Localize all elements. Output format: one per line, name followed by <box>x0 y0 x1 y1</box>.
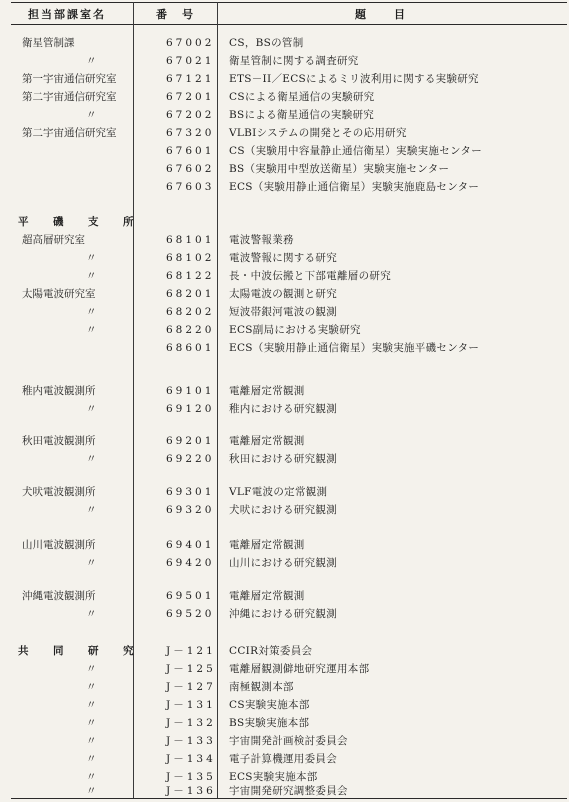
dept-cell: 第二宇宙通信研究室 <box>22 127 117 139</box>
dept-cell: 〃 <box>86 557 97 569</box>
dept-cell: 秋田電波観測所 <box>22 435 96 447</box>
title-cell: 山川における研究観測 <box>229 557 337 569</box>
table-row <box>0 285 569 303</box>
title-cell: CCIR対策委員会 <box>229 645 313 657</box>
number-cell: 67202 <box>166 109 215 121</box>
number-cell: 67021 <box>166 55 215 67</box>
dept-cell: 〃 <box>86 403 97 415</box>
title-cell: 稚内における研究観測 <box>229 403 337 415</box>
title-cell: 衛星管制に関する調査研究 <box>229 55 359 67</box>
title-cell: BSによる衛星通信の実験研究 <box>229 109 375 121</box>
section-heading: 共 同 研 究 <box>18 645 141 657</box>
table-row <box>0 249 569 267</box>
dept-cell: 山川電波観測所 <box>22 539 96 551</box>
title-cell: 電離層定常観測 <box>229 590 305 602</box>
dept-cell: 〃 <box>86 785 97 797</box>
title-cell: 太陽電波の観測と研究 <box>229 288 337 300</box>
dept-cell: 〃 <box>86 324 97 336</box>
number-cell: 69501 <box>166 590 215 602</box>
number-cell: 67002 <box>166 37 215 49</box>
dept-cell: 〃 <box>86 453 97 465</box>
table-row <box>0 106 569 124</box>
title-cell: CS実験実施本部 <box>229 699 310 711</box>
section-heading: 平 磯 支 所 <box>18 216 141 228</box>
table-row <box>0 536 569 554</box>
table-row <box>0 231 569 249</box>
table-row <box>0 142 569 160</box>
title-cell: 沖縄における研究観測 <box>229 608 337 620</box>
table-row <box>0 642 569 660</box>
table-row <box>0 88 569 106</box>
table-row <box>0 382 569 400</box>
title-cell: ECS（実験用静止通信衛星）実験実施鹿島センター <box>229 181 480 193</box>
dept-cell: 第二宇宙通信研究室 <box>22 91 117 103</box>
table-row <box>0 750 569 768</box>
dept-cell: 〃 <box>86 504 97 516</box>
number-cell: 68220 <box>166 324 215 336</box>
number-cell: 67201 <box>166 91 215 103</box>
table-row <box>0 714 569 732</box>
header-dept: 担当部課室名 <box>28 8 106 21</box>
title-cell: BS実験実施本部 <box>229 717 310 729</box>
dept-cell: 第一宇宙通信研究室 <box>22 73 117 85</box>
dept-cell: 犬吠電波観測所 <box>22 486 96 498</box>
table-row <box>0 432 569 450</box>
number-cell: 67320 <box>166 127 215 139</box>
number-cell: J－125 <box>166 663 216 675</box>
dept-cell: 衛星管制課 <box>22 37 75 49</box>
table-row <box>0 483 569 501</box>
table-row <box>0 70 569 88</box>
title-cell: 宇宙開発研究調整委員会 <box>229 785 348 797</box>
dept-cell: 〃 <box>86 663 97 675</box>
number-cell: J－121 <box>166 645 216 657</box>
title-cell: 秋田における研究観測 <box>229 453 337 465</box>
dept-cell: 超高層研究室 <box>22 234 85 246</box>
number-cell: 68202 <box>166 306 215 318</box>
title-cell: 犬吠における研究観測 <box>229 504 337 516</box>
table-row <box>0 267 569 285</box>
number-cell: 69201 <box>166 435 215 447</box>
title-cell: ECS実験実施本部 <box>229 771 318 783</box>
dept-cell: 〃 <box>86 109 97 121</box>
dept-cell: 〃 <box>86 252 97 264</box>
dept-cell: 沖縄電波観測所 <box>22 590 96 602</box>
number-cell: 69120 <box>166 403 215 415</box>
header-number: 番 号 <box>156 8 195 21</box>
number-cell: 67121 <box>166 73 215 85</box>
dept-cell: 〃 <box>86 699 97 711</box>
title-cell: 電波警報に関する研究 <box>229 252 337 264</box>
dept-cell: 〃 <box>86 771 97 783</box>
dept-cell: 稚内電波観測所 <box>22 385 96 397</box>
title-cell: ECS副局における実験研究 <box>229 324 361 336</box>
dept-cell: 〃 <box>86 270 97 282</box>
header-title: 題 目 <box>355 8 407 21</box>
title-cell: VLBIシステムの開発とその応用研究 <box>229 127 407 139</box>
number-cell: J－133 <box>166 735 216 747</box>
dept-cell: 〃 <box>86 55 97 67</box>
section-heading-row <box>0 213 569 231</box>
number-cell: 69401 <box>166 539 215 551</box>
table-row <box>0 696 569 714</box>
table-row <box>0 732 569 750</box>
number-cell: J－132 <box>166 717 216 729</box>
number-cell: 67602 <box>166 163 215 175</box>
title-cell: 南極観測本部 <box>229 681 294 693</box>
dept-cell: 〃 <box>86 608 97 620</box>
number-cell: J－131 <box>166 699 216 711</box>
table-row <box>0 782 569 800</box>
title-cell: 電離層定常観測 <box>229 435 305 447</box>
number-cell: 67603 <box>166 181 215 193</box>
number-cell: 69301 <box>166 486 215 498</box>
number-cell: 68201 <box>166 288 215 300</box>
title-cell: 電離層観測僻地研究運用本部 <box>229 663 370 675</box>
number-cell: 68102 <box>166 252 215 264</box>
title-cell: CS（実験用中容量静止通信衛星）実験実施センター <box>229 145 483 157</box>
table-row <box>0 587 569 605</box>
table-row <box>0 605 569 623</box>
number-cell: 68601 <box>166 342 215 354</box>
title-cell: CSによる衛星通信の実験研究 <box>229 91 375 103</box>
table-row <box>0 124 569 142</box>
number-cell: J－136 <box>166 785 216 797</box>
table-row <box>0 450 569 468</box>
title-cell: 宇宙開発計画検討委員会 <box>229 735 348 747</box>
table-row <box>0 34 569 52</box>
table-row <box>0 678 569 696</box>
number-cell: 69220 <box>166 453 215 465</box>
table-row <box>0 400 569 418</box>
title-cell: ETS－II／ECSによるミリ波利用に関する実験研究 <box>229 73 479 85</box>
title-cell: 電離層定常観測 <box>229 539 305 551</box>
top-rule <box>11 2 567 3</box>
table-row <box>0 52 569 70</box>
title-cell: VLF電波の定常観測 <box>229 486 328 498</box>
table-row <box>0 554 569 572</box>
number-cell: 69101 <box>166 385 215 397</box>
title-cell: CS，BSの管制 <box>229 37 304 49</box>
number-cell: 68122 <box>166 270 215 282</box>
number-cell: 69320 <box>166 504 215 516</box>
title-cell: 電子計算機運用委員会 <box>229 753 337 765</box>
table-row <box>0 339 569 357</box>
table-row <box>0 501 569 519</box>
dept-cell: 〃 <box>86 717 97 729</box>
title-cell: 電波警報業務 <box>229 234 294 246</box>
header-rule <box>11 24 567 25</box>
number-cell: J－127 <box>166 681 216 693</box>
dept-cell: 〃 <box>86 735 97 747</box>
title-cell: 電離層定常観測 <box>229 385 305 397</box>
number-cell: 69420 <box>166 557 215 569</box>
title-cell: 長・中波伝搬と下部電離層の研究 <box>229 270 391 282</box>
number-cell: 68101 <box>166 234 215 246</box>
table-row <box>0 660 569 678</box>
title-cell: 短波帯銀河電波の観測 <box>229 306 337 318</box>
table-row <box>0 160 569 178</box>
number-cell: 69520 <box>166 608 215 620</box>
title-cell: ECS（実験用静止通信衛星）実験実施平磯センター <box>229 342 480 354</box>
number-cell: J－135 <box>166 771 216 783</box>
dept-cell: 〃 <box>86 753 97 765</box>
table-row <box>0 178 569 196</box>
table-row <box>0 303 569 321</box>
dept-cell: 〃 <box>86 306 97 318</box>
number-cell: J－134 <box>166 753 216 765</box>
dept-cell: 太陽電波研究室 <box>22 288 96 300</box>
title-cell: BS（実験用中型放送衛星）実験実施センター <box>229 163 450 175</box>
dept-cell: 〃 <box>86 681 97 693</box>
number-cell: 67601 <box>166 145 215 157</box>
table-row <box>0 321 569 339</box>
